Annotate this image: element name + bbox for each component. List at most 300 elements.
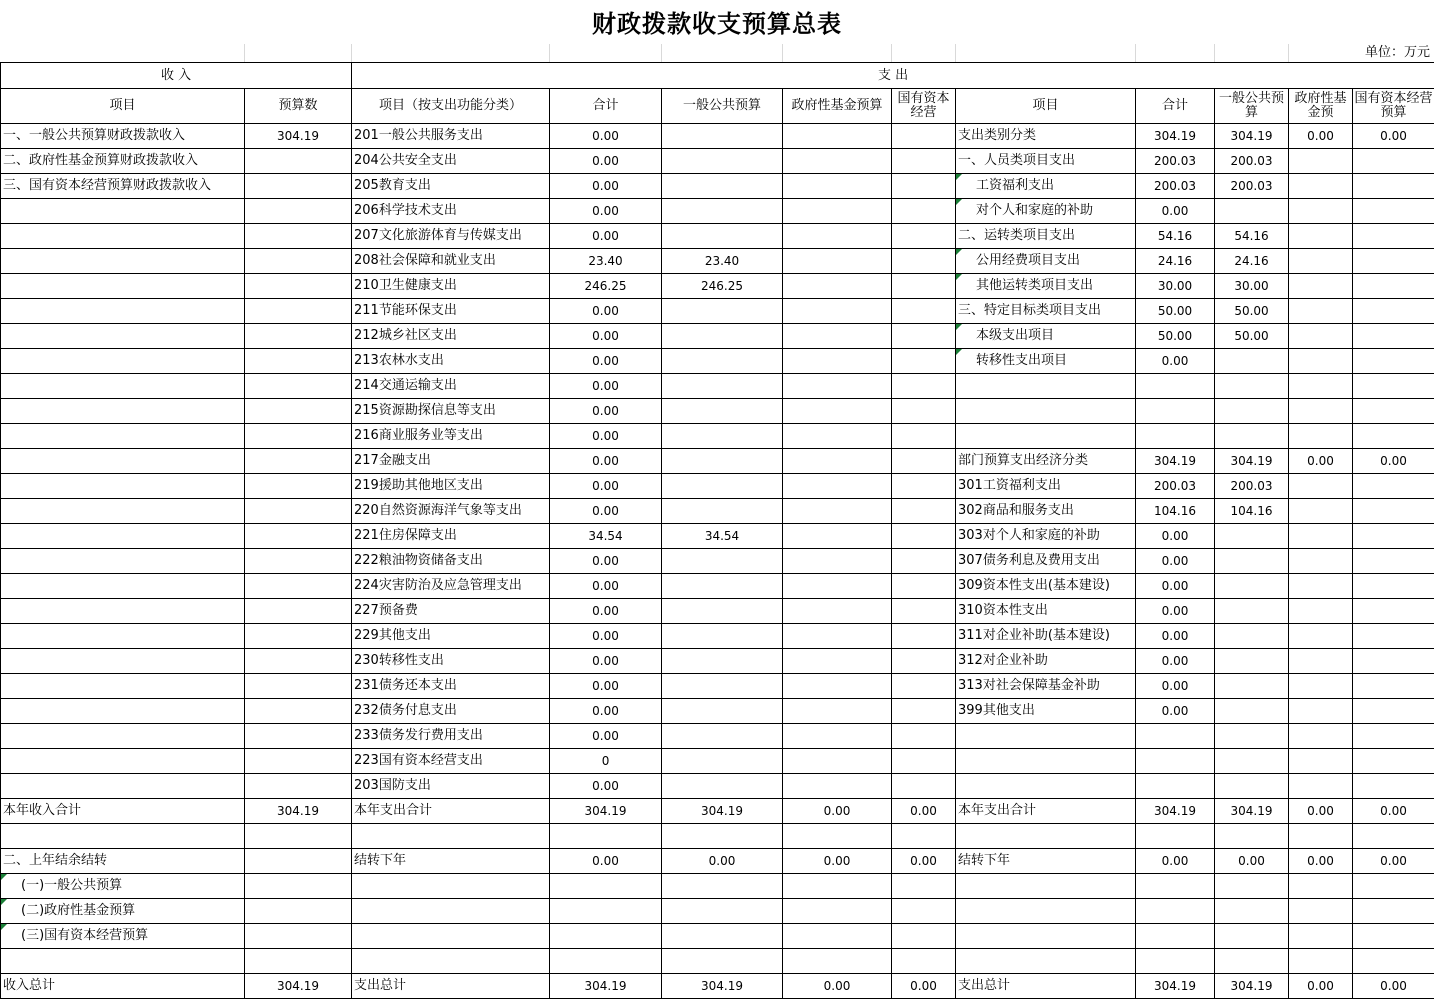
- table-row: [1, 974, 1434, 999]
- cell-state-budget: [892, 474, 956, 499]
- cell-func-item: 233债务发行费用支出: [352, 724, 550, 749]
- cell-general-budget: [662, 224, 783, 249]
- cell-total: 0.00: [550, 649, 662, 674]
- cell-state-budget: [892, 749, 956, 774]
- cell-income-item: 三、国有资本经营预算财政拨款收入: [1, 174, 245, 199]
- cell-expense-state: 0.00: [1353, 849, 1434, 874]
- cell-expense-general: [1215, 749, 1289, 774]
- cell-state-budget: [892, 774, 956, 799]
- cell-state-budget: [892, 649, 956, 674]
- cell-func-item: 221住房保障支出: [352, 524, 550, 549]
- cell-income-budget: 304.19: [245, 124, 352, 149]
- cell-state-budget: [892, 199, 956, 224]
- cell-total: 0: [550, 749, 662, 774]
- cell-income-budget: [245, 549, 352, 574]
- cell-expense-state: [1353, 674, 1434, 699]
- cell-expense-total: [1136, 899, 1215, 924]
- cell-fund-budget: [783, 174, 892, 199]
- cell-expense-general: [1215, 349, 1289, 374]
- cell-state-budget: [892, 174, 956, 199]
- cell-expense-state: 0.00: [1353, 974, 1434, 999]
- cell-total: 0.00: [550, 224, 662, 249]
- cell-income-item: 二、政府性基金预算财政拨款收入: [1, 149, 245, 174]
- cell-expense-total: 50.00: [1136, 324, 1215, 349]
- cell-state-budget: [892, 124, 956, 149]
- cell-expense-general: 200.03: [1215, 474, 1289, 499]
- cell-func-item: 222粮油物资储备支出: [352, 549, 550, 574]
- table-row: [1, 599, 1434, 624]
- cell-income-item: [1, 649, 245, 674]
- cell-total: 0.00: [550, 349, 662, 374]
- cell-income-item: [1, 199, 245, 224]
- cell-expense-item: [956, 824, 1136, 849]
- cell-func-item: 224灾害防治及应急管理支出: [352, 574, 550, 599]
- cell-expense-state: [1353, 949, 1434, 974]
- cell-expense-total: [1136, 399, 1215, 424]
- table-row: [1, 224, 1434, 249]
- table-row: [1, 699, 1434, 724]
- cell-expense-state: [1353, 274, 1434, 299]
- cell-income-item: [1, 524, 245, 549]
- cell-income-budget: [245, 624, 352, 649]
- col-header-fund2: 政府性基金预: [1289, 89, 1353, 124]
- cell-expense-state: [1353, 199, 1434, 224]
- cell-expense-general: [1215, 674, 1289, 699]
- cell-state-budget: [892, 349, 956, 374]
- table-row: [1, 649, 1434, 674]
- cell-expense-state: [1353, 149, 1434, 174]
- cell-func-item: 211节能环保支出: [352, 299, 550, 324]
- cell-income-item: [1, 674, 245, 699]
- cell-income-item: [1, 699, 245, 724]
- cell-general-budget: [662, 599, 783, 624]
- cell-state-budget: [892, 724, 956, 749]
- cell-expense-state: [1353, 774, 1434, 799]
- cell-expense-fund: [1289, 174, 1353, 199]
- cell-expense-item: [956, 399, 1136, 424]
- table-row: [1, 249, 1434, 274]
- cell-income-item: [1, 474, 245, 499]
- cell-income-item: [1, 824, 245, 849]
- cell-state-budget: [892, 224, 956, 249]
- cell-total: 304.19: [550, 974, 662, 999]
- cell-general-budget: [662, 449, 783, 474]
- table-row: [1, 524, 1434, 549]
- table-row: [1, 124, 1434, 149]
- table-row: [1, 749, 1434, 774]
- table-row: [1, 499, 1434, 524]
- table-row: [1, 849, 1434, 874]
- cell-state-budget: [892, 899, 956, 924]
- cell-income-item: [1, 374, 245, 399]
- cell-func-item: 232债务付息支出: [352, 699, 550, 724]
- cell-expense-general: [1215, 599, 1289, 624]
- cell-general-budget: [662, 624, 783, 649]
- cell-total: 0.00: [550, 399, 662, 424]
- cell-income-item: [1, 349, 245, 374]
- cell-general-budget: [662, 899, 783, 924]
- cell-expense-fund: 0.00: [1289, 449, 1353, 474]
- cell-total: 0.00: [550, 474, 662, 499]
- cell-func-item: 231债务还本支出: [352, 674, 550, 699]
- cell-expense-fund: 0.00: [1289, 974, 1353, 999]
- cell-expense-general: [1215, 874, 1289, 899]
- cell-total: 23.40: [550, 249, 662, 274]
- cell-expense-total: 200.03: [1136, 174, 1215, 199]
- cell-income-item: [1, 549, 245, 574]
- table-row: [1, 674, 1434, 699]
- cell-income-budget: [245, 724, 352, 749]
- cell-general-budget: [662, 724, 783, 749]
- cell-func-item: [352, 874, 550, 899]
- cell-fund-budget: [783, 224, 892, 249]
- cell-total: 0.00: [550, 724, 662, 749]
- cell-expense-general: 50.00: [1215, 299, 1289, 324]
- cell-expense-state: [1353, 824, 1434, 849]
- cell-expense-fund: [1289, 674, 1353, 699]
- cell-fund-budget: 0.00: [783, 849, 892, 874]
- cell-expense-item: 307债务利息及费用支出: [956, 549, 1136, 574]
- cell-expense-general: [1215, 574, 1289, 599]
- cell-func-item: 210卫生健康支出: [352, 274, 550, 299]
- cell-func-item: [352, 924, 550, 949]
- cell-expense-item: 部门预算支出经济分类: [956, 449, 1136, 474]
- cell-income-budget: [245, 299, 352, 324]
- budget-table: [0, 62, 1434, 999]
- cell-fund-budget: [783, 399, 892, 424]
- cell-total: 0.00: [550, 149, 662, 174]
- cell-expense-item: 支出类别分类: [956, 124, 1136, 149]
- table-row: [1, 274, 1434, 299]
- cell-expense-total: 0.00: [1136, 624, 1215, 649]
- cell-general-budget: [662, 199, 783, 224]
- cell-state-budget: [892, 699, 956, 724]
- cell-income-budget: [245, 699, 352, 724]
- cell-expense-fund: [1289, 474, 1353, 499]
- cell-total: 0.00: [550, 499, 662, 524]
- cell-fund-budget: [783, 374, 892, 399]
- cell-general-budget: [662, 299, 783, 324]
- cell-fund-budget: [783, 149, 892, 174]
- cell-income-budget: [245, 874, 352, 899]
- cell-expense-fund: [1289, 824, 1353, 849]
- cell-fund-budget: [783, 874, 892, 899]
- cell-expense-total: 30.00: [1136, 274, 1215, 299]
- cell-total: 0.00: [550, 574, 662, 599]
- cell-expense-item: 312对企业补助: [956, 649, 1136, 674]
- cell-expense-total: 0.00: [1136, 849, 1215, 874]
- cell-state-budget: [892, 424, 956, 449]
- cell-func-item: 支出总计: [352, 974, 550, 999]
- cell-func-item: [352, 949, 550, 974]
- cell-expense-total: 104.16: [1136, 499, 1215, 524]
- cell-total: 304.19: [550, 799, 662, 824]
- cell-expense-item: [956, 749, 1136, 774]
- cell-total: 0.00: [550, 849, 662, 874]
- cell-expense-fund: [1289, 224, 1353, 249]
- cell-general-budget: 0.00: [662, 849, 783, 874]
- cell-fund-budget: [783, 324, 892, 349]
- cell-expense-fund: [1289, 424, 1353, 449]
- cell-fund-budget: [783, 774, 892, 799]
- cell-total: 0.00: [550, 549, 662, 574]
- cell-fund-budget: [783, 624, 892, 649]
- cell-func-item: [352, 824, 550, 849]
- cell-expense-total: 0.00: [1136, 574, 1215, 599]
- cell-expense-state: [1353, 724, 1434, 749]
- cell-income-budget: [245, 499, 352, 524]
- cell-fund-budget: [783, 124, 892, 149]
- cell-income-budget: [245, 399, 352, 424]
- cell-expense-item: 311对企业补助(基本建设): [956, 624, 1136, 649]
- cell-income-item: 二、上年结余结转: [1, 849, 245, 874]
- cell-expense-fund: [1289, 499, 1353, 524]
- cell-expense-general: [1215, 724, 1289, 749]
- cell-func-item: 223国有资本经营支出: [352, 749, 550, 774]
- cell-general-budget: 246.25: [662, 274, 783, 299]
- cell-expense-fund: [1289, 724, 1353, 749]
- cell-general-budget: 304.19: [662, 799, 783, 824]
- cell-fund-budget: [783, 474, 892, 499]
- cell-func-item: [352, 899, 550, 924]
- cell-expense-item: 301工资福利支出: [956, 474, 1136, 499]
- cell-expense-state: [1353, 649, 1434, 674]
- cell-expense-total: 304.19: [1136, 799, 1215, 824]
- cell-total: 0.00: [550, 374, 662, 399]
- cell-income-item: [1, 399, 245, 424]
- cell-expense-general: 54.16: [1215, 224, 1289, 249]
- cell-func-item: 208社会保障和就业支出: [352, 249, 550, 274]
- cell-income-budget: [245, 774, 352, 799]
- cell-expense-item: 结转下年: [956, 849, 1136, 874]
- cell-income-budget: [245, 824, 352, 849]
- header-gridlines: [0, 44, 1434, 62]
- cell-func-item: 215资源勘探信息等支出: [352, 399, 550, 424]
- cell-income-budget: 304.19: [245, 974, 352, 999]
- cell-expense-fund: [1289, 199, 1353, 224]
- cell-expense-item: 313对社会保障基金补助: [956, 674, 1136, 699]
- cell-income-item: 本年收入合计: [1, 799, 245, 824]
- cell-state-budget: [892, 824, 956, 849]
- income-section-header: 收 入: [1, 63, 352, 89]
- cell-expense-fund: [1289, 274, 1353, 299]
- table-row: [1, 924, 1434, 949]
- cell-expense-state: [1353, 624, 1434, 649]
- table-row: [1, 899, 1434, 924]
- cell-expense-fund: [1289, 874, 1353, 899]
- cell-income-item: [1, 574, 245, 599]
- cell-expense-fund: 0.00: [1289, 799, 1353, 824]
- cell-state-budget: 0.00: [892, 849, 956, 874]
- cell-expense-total: 0.00: [1136, 674, 1215, 699]
- cell-func-item: 207文化旅游体育与传媒支出: [352, 224, 550, 249]
- cell-state-budget: [892, 524, 956, 549]
- table-row: [1, 574, 1434, 599]
- cell-general-budget: [662, 124, 783, 149]
- cell-expense-fund: [1289, 399, 1353, 424]
- cell-expense-fund: [1289, 249, 1353, 274]
- cell-func-item: 214交通运输支出: [352, 374, 550, 399]
- cell-expense-item: [956, 424, 1136, 449]
- cell-state-budget: [892, 574, 956, 599]
- cell-expense-item: 310资本性支出: [956, 599, 1136, 624]
- cell-income-item: [1, 724, 245, 749]
- col-header-fund: 政府性基金预算: [783, 89, 892, 124]
- cell-income-budget: [245, 524, 352, 549]
- cell-expense-item: 对个人和家庭的补助: [956, 199, 1136, 224]
- cell-income-item: 一、一般公共预算财政拨款收入: [1, 124, 245, 149]
- cell-income-budget: [245, 349, 352, 374]
- table-row: [1, 174, 1434, 199]
- cell-expense-general: [1215, 924, 1289, 949]
- cell-expense-general: [1215, 374, 1289, 399]
- cell-total: [550, 924, 662, 949]
- cell-expense-general: [1215, 699, 1289, 724]
- cell-expense-item: 399其他支出: [956, 699, 1136, 724]
- cell-expense-total: 0.00: [1136, 699, 1215, 724]
- cell-income-item: [1, 599, 245, 624]
- cell-general-budget: [662, 924, 783, 949]
- cell-income-item: [1, 749, 245, 774]
- table-row: [1, 149, 1434, 174]
- cell-func-item: 本年支出合计: [352, 799, 550, 824]
- cell-total: 0.00: [550, 199, 662, 224]
- cell-expense-item: 一、人员类项目支出: [956, 149, 1136, 174]
- cell-income-item: [1, 449, 245, 474]
- cell-expense-item: 本年支出合计: [956, 799, 1136, 824]
- cell-income-budget: [245, 749, 352, 774]
- cell-general-budget: [662, 874, 783, 899]
- col-header-total2: 合计: [1136, 89, 1215, 124]
- cell-expense-total: 24.16: [1136, 249, 1215, 274]
- cell-state-budget: [892, 374, 956, 399]
- cell-general-budget: [662, 374, 783, 399]
- cell-expense-general: 304.19: [1215, 974, 1289, 999]
- cell-fund-budget: [783, 899, 892, 924]
- cell-fund-budget: [783, 649, 892, 674]
- cell-income-item: [1, 499, 245, 524]
- col-header-state: 国有资本经营: [892, 89, 956, 124]
- cell-total: 0.00: [550, 699, 662, 724]
- cell-expense-general: 50.00: [1215, 324, 1289, 349]
- cell-expense-total: [1136, 374, 1215, 399]
- cell-func-item: 213农林水支出: [352, 349, 550, 374]
- cell-expense-state: [1353, 224, 1434, 249]
- cell-expense-total: [1136, 424, 1215, 449]
- col-header-general2: 一般公共预算: [1215, 89, 1289, 124]
- cell-func-item: 219援助其他地区支出: [352, 474, 550, 499]
- table-row: [1, 624, 1434, 649]
- cell-expense-fund: [1289, 324, 1353, 349]
- cell-expense-general: [1215, 824, 1289, 849]
- cell-func-item: 229其他支出: [352, 624, 550, 649]
- cell-fund-budget: 0.00: [783, 974, 892, 999]
- unit-label: 单位：万元: [1365, 44, 1430, 62]
- cell-state-budget: 0.00: [892, 799, 956, 824]
- table-row: [1, 724, 1434, 749]
- cell-expense-fund: [1289, 649, 1353, 674]
- table-row: [1, 299, 1434, 324]
- cell-expense-general: 30.00: [1215, 274, 1289, 299]
- cell-expense-state: [1353, 899, 1434, 924]
- table-row: [1, 324, 1434, 349]
- cell-fund-budget: [783, 949, 892, 974]
- cell-state-budget: [892, 399, 956, 424]
- cell-general-budget: [662, 474, 783, 499]
- cell-general-budget: [662, 674, 783, 699]
- cell-total: 0.00: [550, 674, 662, 699]
- cell-expense-general: [1215, 774, 1289, 799]
- cell-income-item: [1, 224, 245, 249]
- cell-expense-state: [1353, 324, 1434, 349]
- section-header-row: [1, 63, 1434, 89]
- cell-state-budget: [892, 449, 956, 474]
- cell-expense-state: [1353, 249, 1434, 274]
- cell-general-budget: [662, 949, 783, 974]
- cell-expense-general: [1215, 549, 1289, 574]
- cell-fund-budget: [783, 549, 892, 574]
- cell-expense-general: [1215, 899, 1289, 924]
- cell-general-budget: 304.19: [662, 974, 783, 999]
- cell-income-item: [1, 274, 245, 299]
- cell-expense-general: [1215, 399, 1289, 424]
- cell-expense-state: [1353, 524, 1434, 549]
- cell-state-budget: [892, 499, 956, 524]
- cell-expense-general: 304.19: [1215, 449, 1289, 474]
- cell-fund-budget: [783, 424, 892, 449]
- cell-expense-item: [956, 774, 1136, 799]
- col-header-income-item: 项目: [1, 89, 245, 124]
- cell-expense-fund: [1289, 699, 1353, 724]
- cell-expense-state: [1353, 349, 1434, 374]
- cell-expense-total: 0.00: [1136, 349, 1215, 374]
- cell-income-budget: [245, 324, 352, 349]
- cell-expense-item: [956, 874, 1136, 899]
- cell-general-budget: [662, 824, 783, 849]
- cell-expense-state: [1353, 599, 1434, 624]
- cell-general-budget: [662, 549, 783, 574]
- cell-general-budget: [662, 749, 783, 774]
- cell-income-item: [1, 299, 245, 324]
- table-row: [1, 199, 1434, 224]
- col-header-income-budget: 预算数: [245, 89, 352, 124]
- cell-total: 0.00: [550, 124, 662, 149]
- cell-func-item: 206科学技术支出: [352, 199, 550, 224]
- cell-expense-general: [1215, 949, 1289, 974]
- cell-fund-budget: [783, 249, 892, 274]
- cell-fund-budget: [783, 349, 892, 374]
- cell-income-budget: [245, 224, 352, 249]
- cell-expense-fund: [1289, 599, 1353, 624]
- cell-expense-state: [1353, 399, 1434, 424]
- cell-state-budget: [892, 274, 956, 299]
- cell-income-item: 收入总计: [1, 974, 245, 999]
- cell-expense-state: [1353, 424, 1434, 449]
- cell-income-budget: [245, 474, 352, 499]
- cell-expense-general: [1215, 524, 1289, 549]
- cell-expense-item: 其他运转类项目支出: [956, 274, 1136, 299]
- table-row: [1, 799, 1434, 824]
- cell-expense-fund: [1289, 949, 1353, 974]
- cell-func-item: 217金融支出: [352, 449, 550, 474]
- cell-expense-fund: [1289, 349, 1353, 374]
- cell-func-item: 结转下年: [352, 849, 550, 874]
- cell-expense-state: 0.00: [1353, 799, 1434, 824]
- page-title: 财政拨款收支预算总表: [0, 0, 1434, 44]
- cell-state-budget: [892, 874, 956, 899]
- cell-expense-state: [1353, 874, 1434, 899]
- cell-expense-fund: [1289, 624, 1353, 649]
